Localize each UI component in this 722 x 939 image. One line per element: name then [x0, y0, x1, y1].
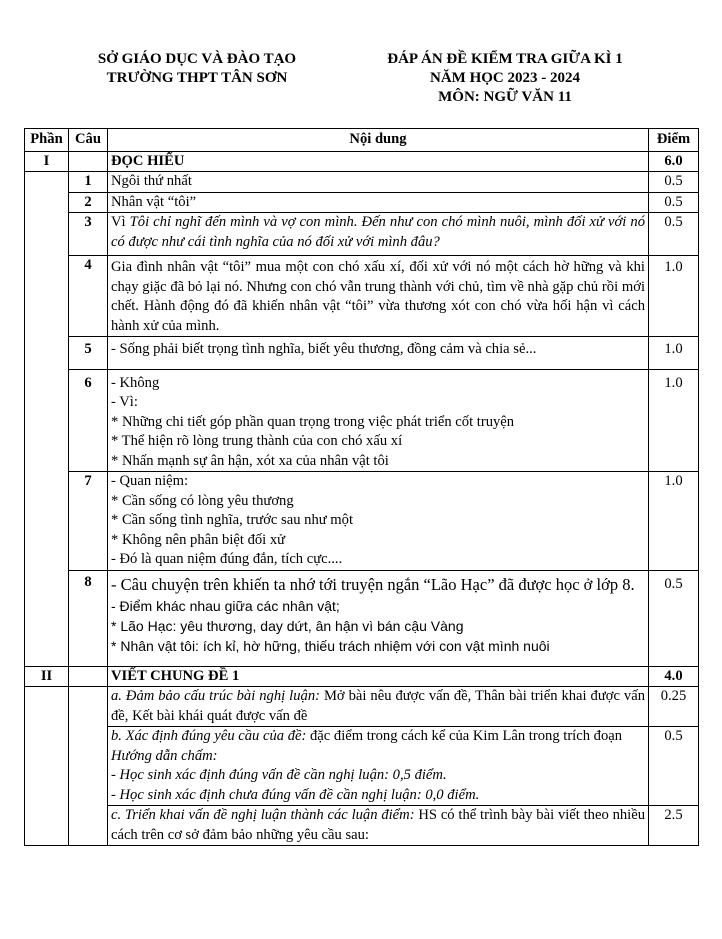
- criterion-text: c. Triển khai vấn đề nghị luận thành các luận điểm: HS có thể trình bày bài viết theo nhiều cách trên cơ sở đảm bảo những yêu cầu sau:: [108, 806, 649, 846]
- question-row: [25, 256, 699, 337]
- question-score: 0.5: [649, 570, 699, 666]
- question-number: 3: [69, 213, 108, 256]
- question-answer: Ngôi thứ nhất: [108, 172, 649, 193]
- question-answer: Nhân vật “tôi”: [108, 192, 649, 213]
- question-score: 1.0: [649, 337, 699, 370]
- header-phan: Phần: [25, 129, 69, 152]
- question-score: 0.5: [649, 213, 699, 256]
- criterion-score: 2.5: [649, 806, 699, 846]
- question-number: 5: [69, 337, 108, 370]
- question-row: [25, 213, 699, 256]
- question-number: 4: [69, 256, 108, 337]
- section-title: VIẾT CHUNG ĐỀ 1: [108, 666, 649, 687]
- school-name: TRƯỜNG THPT TÂN SƠN: [106, 70, 288, 86]
- question-score: 1.0: [649, 472, 699, 571]
- question-row: [25, 472, 699, 571]
- question-number: 6: [69, 369, 108, 472]
- criterion-label: b. Xác định đúng yêu cầu của đề:: [111, 728, 307, 744]
- criterion-label: a. Đảm bảo cấu trúc bài nghị luận:: [111, 688, 320, 704]
- exam-title-block: [350, 50, 660, 107]
- question-score: 1.0: [649, 256, 699, 337]
- criterion-text: a. Đảm bảo cấu trúc bài nghị luận: Mở bài nêu được vấn đề, Thân bài triển khai được vấn đề, Kết bài khái quát được vấn đề: [108, 687, 649, 727]
- section-row: [25, 151, 699, 172]
- question-answer: - Sống phải biết trọng tình nghĩa, biết yêu thương, đồng cảm và chia sẻ...: [108, 337, 649, 370]
- question-row: [25, 369, 699, 472]
- grading-guide-title: Hướng dẫn chấm:: [111, 747, 218, 764]
- department-block: [62, 50, 332, 88]
- section-score: 4.0: [649, 666, 699, 687]
- school-year: NĂM HỌC 2023 - 2024: [430, 70, 580, 86]
- criterion-score: 0.25: [649, 687, 699, 727]
- section-number: I: [25, 151, 69, 172]
- question-row: [25, 570, 699, 666]
- question-answer: - Quan niệm: * Cần sống có lòng yêu thương * Cần sống tình nghĩa, trước sau như một * Không nên phân biệt đối xử - Đó là quan niệm đúng đắn, tích cực....: [108, 472, 649, 571]
- table-header-row: [25, 129, 699, 152]
- question-answer: Vì Tôi chỉ nghĩ đến mình và vợ con mình. Đến như con chó mình nuôi, mình đối xử với nó có được như cái tình nghĩa của nó đối xử với mình đâu?: [108, 213, 649, 256]
- question-row: [25, 172, 699, 193]
- criterion-row: [25, 687, 699, 727]
- comparison-intro: - Câu chuyện trên khiến ta nhớ tới truyện ngắn “Lão Hạc” đã được học ở lớp 8.: [111, 574, 635, 594]
- question-answer: Gia đình nhân vật “tôi” mua một con chó xấu xí, đối xử với nó một cách hờ hững và khi chạy giặc đã bỏ lại nó. Nhưng con chó vẫn trung thành với chủ, tìm về nhà gặp chủ rồi mới chết. Hành động đó đã khiến nhân vật “tôi” vừa thương xót con chó vừa hối hận vì cách hành xử của mình.: [108, 256, 649, 337]
- question-score: 0.5: [649, 192, 699, 213]
- question-number: 2: [69, 192, 108, 213]
- question-answer: - Không - Vì: * Những chi tiết góp phần quan trọng trong việc phát triển cốt truyện * Thể hiện rõ lòng trung thành của con chó xấu xí * Nhấn mạnh sự ân hận, xót xa của nhân vật tôi: [108, 369, 649, 472]
- section-row: [25, 666, 699, 687]
- question-number: 1: [69, 172, 108, 193]
- department-name: SỞ GIÁO DỤC VÀ ĐÀO TẠO: [97, 51, 297, 67]
- answer-key-table: [24, 128, 699, 846]
- question-score: 0.5: [649, 172, 699, 193]
- quoted-text: Tôi chỉ nghĩ đến mình và vợ con mình. Đến như con chó mình nuôi, mình đối xử với nó có được như cái tình nghĩa của nó đối xử với mình đâu?: [111, 214, 646, 250]
- header-noi-dung: Nội dung: [108, 129, 649, 152]
- criterion-row: [25, 727, 699, 806]
- question-row: [25, 337, 699, 370]
- criterion-row: [25, 806, 699, 846]
- question-score: 1.0: [649, 369, 699, 472]
- criterion-score: 0.5: [649, 727, 699, 806]
- question-answer: - Câu chuyện trên khiến ta nhớ tới truyện ngắn “Lão Hạc” đã được học ở lớp 8. - Điểm khác nhau giữa các nhân vật; * Lão Hạc: yêu thương, day dứt, ân hận vì bán cậu Vàng * Nhân vật tôi: ích kỉ, hờ hững, thiếu trách nhiệm với con vật mình nuôi: [108, 570, 649, 666]
- question-number: 7: [69, 472, 108, 571]
- exam-title: ĐÁP ÁN ĐỀ KIỂM TRA GIỮA KÌ 1: [387, 51, 623, 67]
- section-title: ĐỌC HIỂU: [108, 151, 649, 172]
- section-number: II: [25, 666, 69, 687]
- subject: MÔN: NGỮ VĂN 11: [438, 89, 572, 105]
- header-cau: Câu: [69, 129, 108, 152]
- header-diem: Điểm: [649, 129, 699, 152]
- section-score: 6.0: [649, 151, 699, 172]
- criterion-text: b. Xác định đúng yêu cầu của đề: đặc điểm trong cách kể của Kim Lân trong trích đoạn Hướng dẫn chấm: - Học sinh xác định đúng vấn đề cần nghị luận: 0,5 điểm. - Học sinh xác định chưa đúng vấn đề cần nghị luận: 0,0 điểm.: [108, 727, 649, 806]
- question-number: 8: [69, 570, 108, 666]
- question-row: [25, 192, 699, 213]
- criterion-label: c. Triển khai vấn đề nghị luận thành các luận điểm:: [111, 807, 415, 823]
